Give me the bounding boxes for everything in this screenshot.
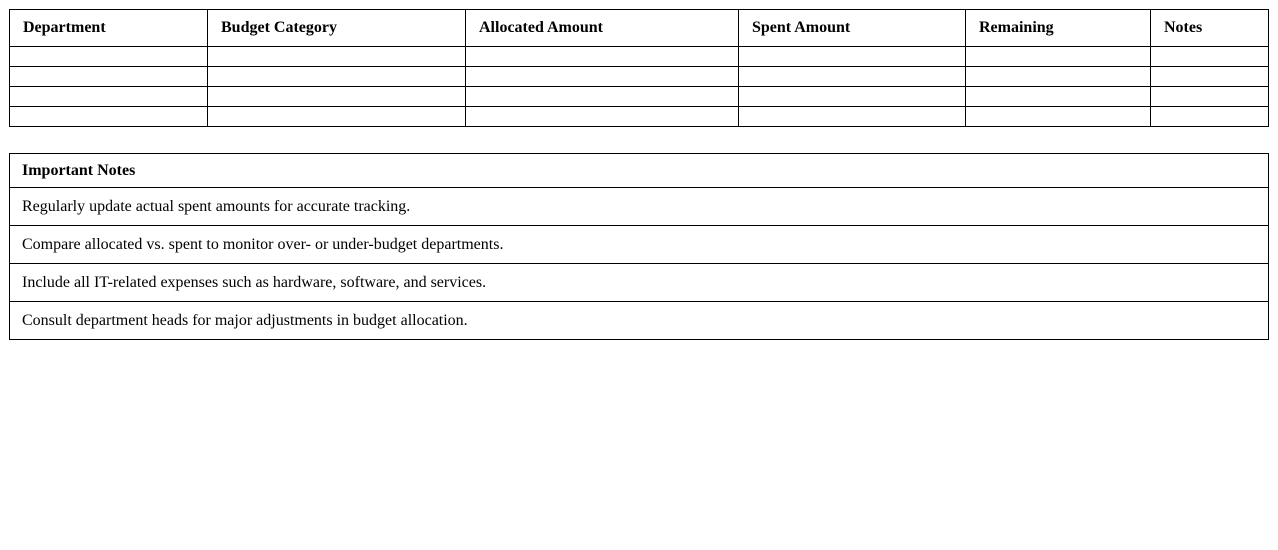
column-header-allocated-amount: Allocated Amount (466, 10, 739, 47)
budget-empty-cell (1151, 87, 1269, 107)
budget-empty-cell (1151, 67, 1269, 87)
budget-table-header-row (10, 10, 1269, 47)
column-header-budget-category: Budget Category (208, 10, 466, 47)
budget-empty-cell (10, 87, 208, 107)
budget-empty-cell (466, 47, 739, 67)
budget-table (9, 9, 1269, 127)
budget-empty-row (10, 67, 1269, 87)
notes-title: Important Notes (10, 154, 1269, 188)
column-header-remaining: Remaining (966, 10, 1151, 47)
note-text: Include all IT-related expenses such as hardware, software, and services. (10, 264, 1269, 302)
note-row (10, 226, 1269, 264)
budget-empty-cell (10, 47, 208, 67)
note-row (10, 264, 1269, 302)
budget-empty-cell (966, 67, 1151, 87)
budget-empty-cell (208, 87, 466, 107)
budget-empty-cell (466, 67, 739, 87)
budget-empty-cell (208, 67, 466, 87)
budget-empty-cell (966, 87, 1151, 107)
budget-empty-cell (739, 107, 966, 127)
budget-empty-row (10, 47, 1269, 67)
column-header-department: Department (10, 10, 208, 47)
column-header-notes: Notes (1151, 10, 1269, 47)
budget-table-body (10, 47, 1269, 127)
budget-empty-row (10, 87, 1269, 107)
note-row (10, 188, 1269, 226)
budget-empty-row (10, 107, 1269, 127)
budget-empty-cell (10, 107, 208, 127)
note-text: Compare allocated vs. spent to monitor over- or under-budget departments. (10, 226, 1269, 264)
column-header-spent-amount: Spent Amount (739, 10, 966, 47)
budget-empty-cell (739, 87, 966, 107)
budget-empty-cell (466, 107, 739, 127)
budget-empty-cell (966, 47, 1151, 67)
note-text: Consult department heads for major adjustments in budget allocation. (10, 302, 1269, 340)
budget-empty-cell (10, 67, 208, 87)
budget-empty-cell (739, 67, 966, 87)
budget-empty-cell (208, 107, 466, 127)
budget-empty-cell (966, 107, 1151, 127)
budget-empty-cell (739, 47, 966, 67)
budget-empty-cell (1151, 107, 1269, 127)
budget-empty-cell (208, 47, 466, 67)
note-row (10, 302, 1269, 340)
budget-empty-cell (1151, 47, 1269, 67)
note-text: Regularly update actual spent amounts for accurate tracking. (10, 188, 1269, 226)
budget-empty-cell (466, 87, 739, 107)
important-notes-table (9, 153, 1269, 340)
notes-header-row (10, 154, 1269, 188)
